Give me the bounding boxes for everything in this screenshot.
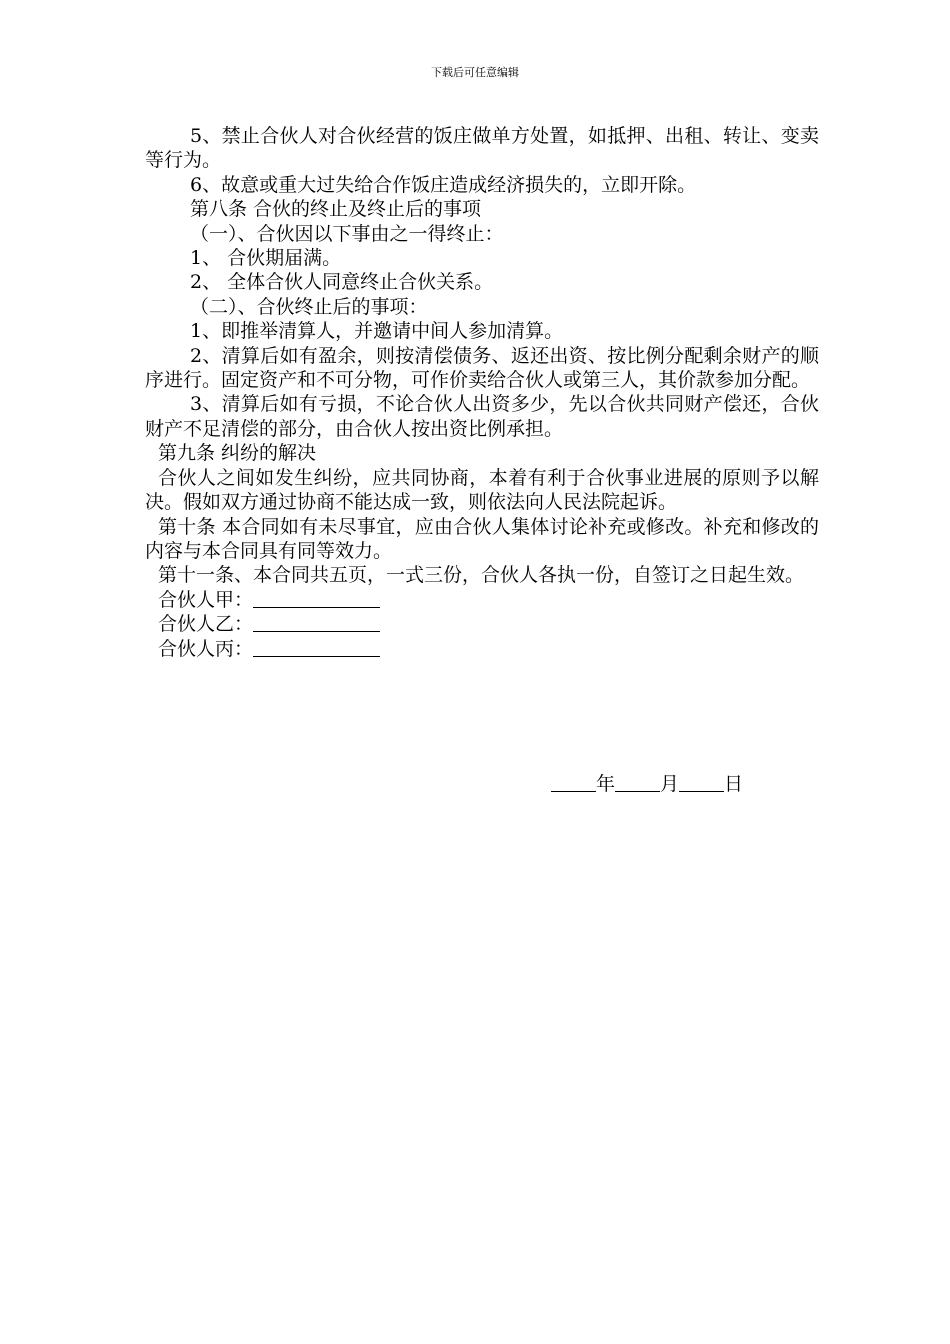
section-1-item-2: 2、 全体合伙人同意终止合伙关系。 — [190, 271, 494, 294]
signature-partner-a — [145, 588, 819, 612]
month-label: 月 — [660, 773, 680, 795]
day-blank[interactable] — [679, 773, 724, 792]
signature-partner-b — [145, 612, 819, 636]
article-8-heading: 第八条 合伙的终止及终止后的事项 — [190, 198, 482, 221]
year-label: 年 — [596, 773, 616, 795]
signature-blank[interactable] — [253, 613, 380, 632]
document-body — [145, 124, 819, 661]
page-header: 下载后可任意编辑 — [431, 66, 519, 79]
date-line — [551, 772, 743, 796]
signature-label: 合伙人丙： — [158, 637, 254, 660]
article-10-text: 第十条 本合同如有未尽事宜，应由合伙人集体讨论补充或修改。补充和修改的内容与本合同具有同等效力。 — [145, 515, 819, 562]
clause-7-item-6: 6、故意或重大过失给合作饭庄造成经济损失的，立即开除。 — [190, 173, 697, 196]
section-2-item-3: 3、清算后如有亏损，不论合伙人出资多少，先以合伙共同财产偿还，合伙财产不足清偿的部分，由合伙人按出资比例承担。 — [145, 393, 819, 440]
article-9-text: 合伙人之间如发生纠纷，应共同协商，本着有利于合伙事业进展的原则予以解决。假如双方通过协商不能达成一致，则依法向人民法院起诉。 — [145, 466, 819, 514]
signature-blank[interactable] — [253, 589, 380, 608]
section-2-item-2: 2、清算后如有盈余，则按清偿债务、返还出资、按比例分配剩余财产的顺序进行。固定资产和不可分物，可作价卖给合伙人或第三人，其价款参加分配。 — [145, 344, 819, 392]
signature-label: 合伙人甲： — [158, 588, 254, 611]
signature-partner-c — [145, 637, 819, 661]
signature-label: 合伙人乙： — [158, 613, 254, 636]
day-label: 日 — [724, 773, 744, 795]
article-9-heading: 第九条 纠纷的解决 — [158, 442, 317, 465]
signature-blank[interactable] — [253, 638, 380, 657]
section-2-item-1: 1、即推举清算人，并邀请中间人参加清算。 — [190, 320, 564, 343]
year-blank[interactable] — [551, 773, 596, 792]
clause-7-item-5: 5、禁止合伙人对合伙经营的饭庄做单方处置，如抵押、出租、转让、变卖等行为。 — [145, 125, 819, 172]
section-1-item-1: 1、 合伙期届满。 — [190, 247, 342, 270]
section-1-heading: （一）、合伙因以下事由之一得终止： — [190, 222, 504, 245]
section-2-heading: （二）、合伙终止后的事项： — [190, 295, 428, 318]
month-blank[interactable] — [615, 773, 660, 792]
article-11-text: 第十一条、本合同共五页，一式三份，合伙人各执一份，自签订之日起生效。 — [158, 564, 805, 587]
